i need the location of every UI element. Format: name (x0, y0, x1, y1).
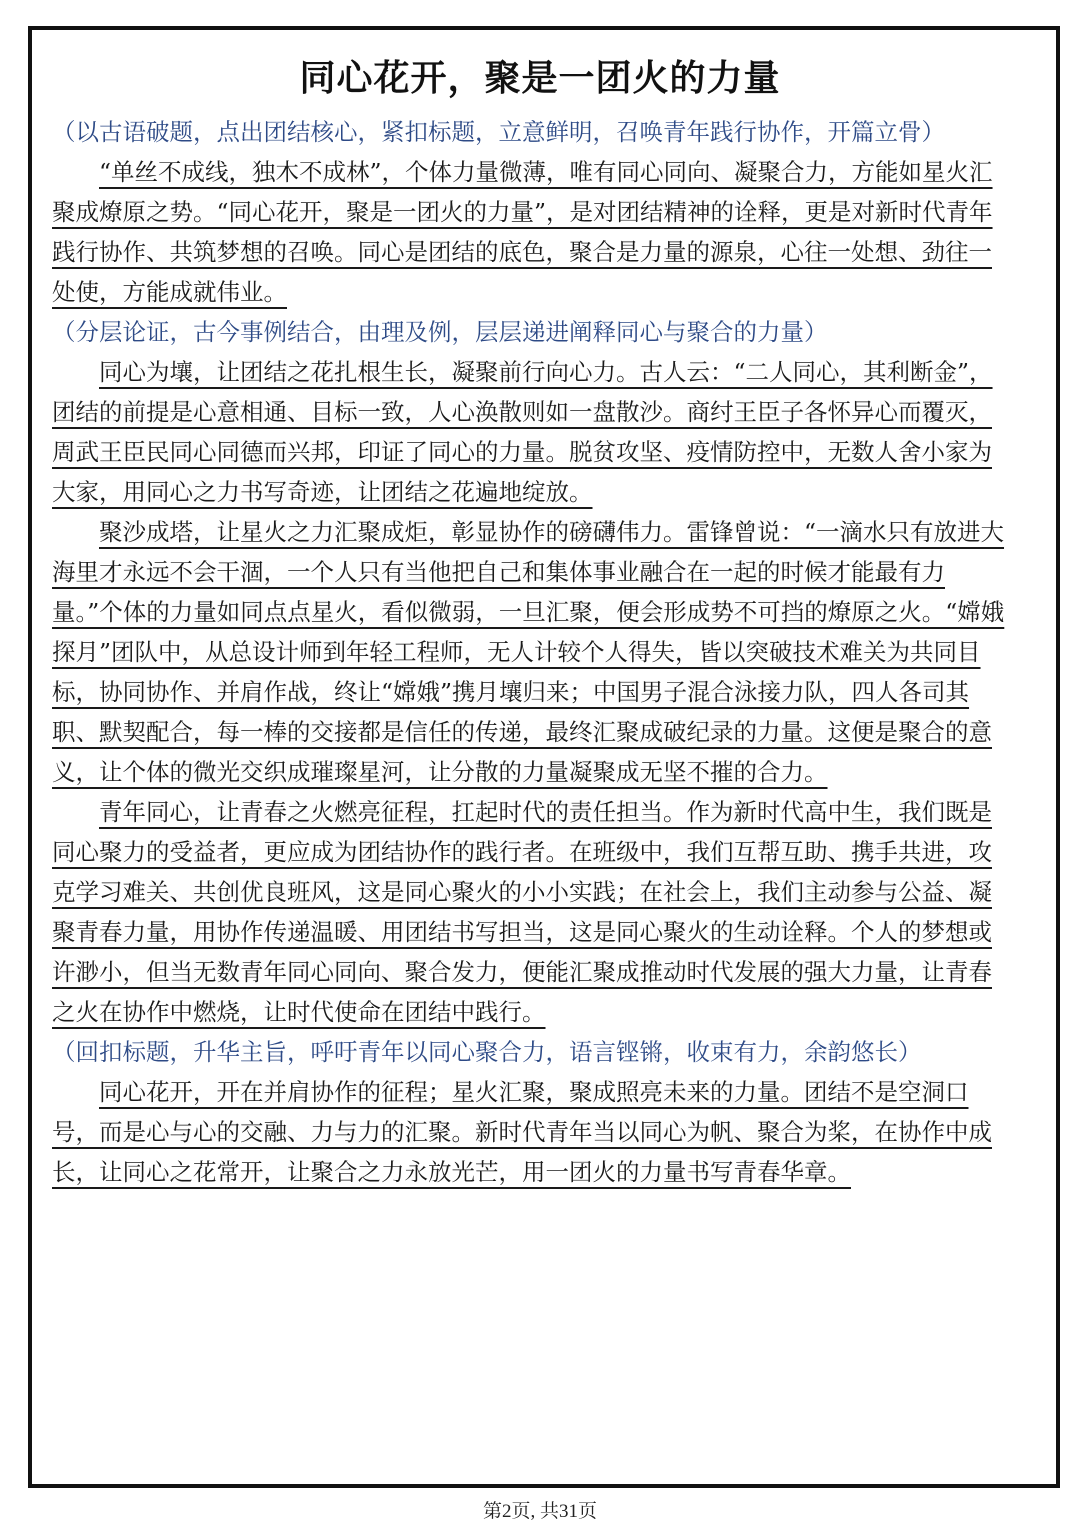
annotation-note: （回扣标题，升华主旨，呼吁青年以同心聚合力，语言铿锵，收束有力，余韵悠长） (52, 1038, 922, 1066)
body-paragraph: 青年同心，让青春之火燃亮征程，扛起时代的责任担当。作为新时代高中生，我们既是同心聚力的受益者，更应成为团结协作的践行者。在班级中，我们互帮互助、携手共进，攻克学习难关、共创优良班风，这是同心聚火的小小实践；在社会上，我们主动参与公益、凝聚青春力量，用协作传递温暖、用团结书写担当，这是同心聚火的生动诠释。个人的梦想或许渺小，但当无数青年同心同向、聚合发力，便能汇聚成推动时代发展的强大力量，让青春之火在协作中燃烧，让时代使命在团结中践行。 (52, 798, 992, 1026)
annotation-note: （分层论证，古今事例结合，由理及例，层层递进阐释同心与聚合的力量） (52, 318, 828, 346)
page-number: 第2页, 共31页 (482, 1501, 597, 1522)
body-paragraph: 同心为壤，让团结之花扎根生长，凝聚前行向心力。古人云：“二人同心，其利断金”，团结的前提是心意相通、目标一致，人心涣散则如一盘散沙。商纣王臣子各怀异心而覆灭，周武王臣民同心同德而兴邦，印证了同心的力量。脱贫攻坚、疫情防控中，无数人舍小家为大家，用同心之力书写奇迹，让团结之花遍地绽放。 (52, 358, 993, 506)
body-paragraph: “单丝不成线，独木不成林”，个体力量微薄，唯有同心同向、凝聚合力，方能如星火汇聚成燎原之势。“同心花开，聚是一团火的力量”，是对团结精神的诠释，更是对新时代青年践行协作、共筑梦想的召唤。同心是团结的底色，聚合是力量的源泉，心往一处想、劲往一处使，方能成就伟业。 (52, 158, 993, 306)
body-paragraph: 同心花开，开在并肩协作的征程；星火汇聚，聚成照亮未来的力量。团结不是空洞口号，而是心与心的交融、力与力的汇聚。新时代青年当以同心为帆、聚合为桨，在协作中成长，让同心之花常开，让聚合之力永放光芒，用一团火的力量书写青春华章。 (52, 1078, 992, 1186)
essay-title: 同心花开，聚是一团火的力量 (299, 58, 781, 99)
essay-body (52, 112, 1010, 1192)
body-paragraph: 聚沙成塔，让星火之力汇聚成炬，彰显协作的磅礴伟力。雷锋曾说：“一滴水只有放进大海里才永远不会干涸，一个人只有当他把自己和集体事业融合在一起的时候才能最有力量。”个体的力量如同点点星火，看似微弱，一旦汇聚，便会形成势不可挡的燎原之火。“嫦娥探月”团队中，从总设计师到年轻工程师，无人计较个人得失，皆以突破技术难关为共同目标，协同协作、并肩作战，终让“嫦娥”携月壤归来；中国男子混合泳接力队，四人各司其职、默契配合，每一棒的交接都是信任的传递，最终汇聚成破纪录的力量。这便是聚合的意义，让个体的微光交织成璀璨星河，让分散的力量凝聚成无坚不摧的合力。 (52, 518, 1005, 786)
annotation-note: （以古语破题，点出团结核心，紧扣标题，立意鲜明，召唤青年践行协作，开篇立骨） (52, 118, 945, 146)
